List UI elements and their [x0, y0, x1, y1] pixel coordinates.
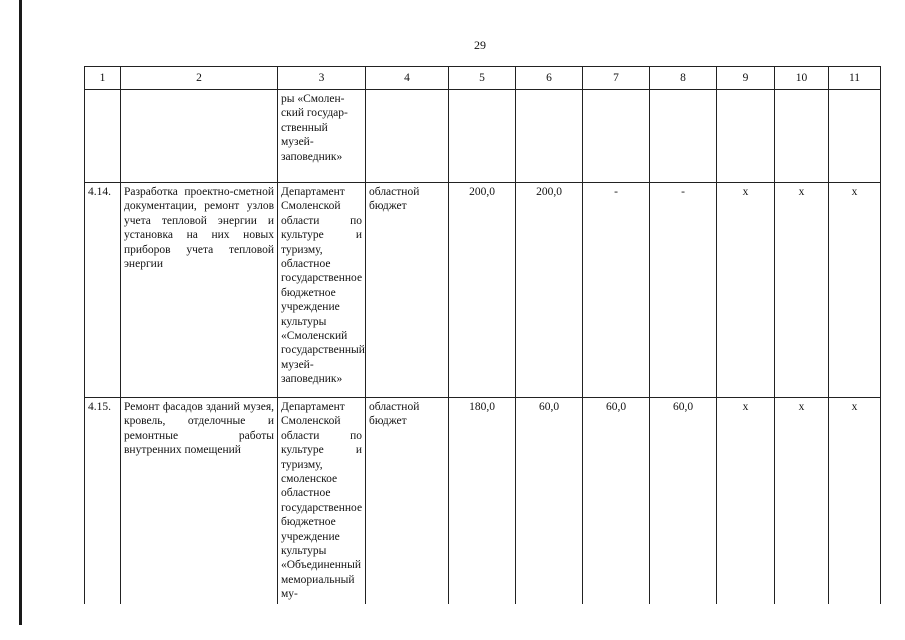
value-cell-5 — [449, 90, 516, 183]
program-table — [84, 66, 881, 604]
column-header: 3 — [278, 67, 366, 90]
value-cell-5: 200,0 — [449, 183, 516, 398]
measure-name-cell — [121, 90, 278, 183]
column-header: 10 — [775, 67, 829, 90]
row-number-cell: 4.14. — [85, 183, 121, 398]
column-header: 4 — [366, 67, 449, 90]
value-cell-11: x — [829, 398, 881, 604]
page-number: 29 — [474, 38, 486, 52]
value-cell-5: 180,0 — [449, 398, 516, 604]
value-cell-10: x — [775, 183, 829, 398]
funding-source-cell — [366, 90, 449, 183]
value-cell-8: 60,0 — [650, 398, 717, 604]
value-cell-6 — [516, 90, 583, 183]
table-row — [85, 183, 881, 398]
table-header-row — [85, 67, 881, 90]
value-cell-7 — [583, 90, 650, 183]
left-binding-rule — [19, 0, 22, 625]
value-cell-11: x — [829, 183, 881, 398]
executor-cell: ры «Смолен- ский государ- ственный музей- заповедник» — [278, 90, 366, 183]
value-cell-8 — [650, 90, 717, 183]
column-header: 2 — [121, 67, 278, 90]
funding-source-cell: областной бюджет — [366, 183, 449, 398]
column-header: 9 — [717, 67, 775, 90]
value-cell-10 — [775, 90, 829, 183]
column-header: 8 — [650, 67, 717, 90]
measure-name-cell: Ремонт фасадов зданий музея, кровель, отделочные и ремонтные работы внутренних помещений — [121, 398, 278, 604]
executor-cell: Департамент Смоленской области по культуре и туризму, смоленское областное государственное бюджетное учреждение культуры «Объединенный мемориальный му- — [278, 398, 366, 604]
value-cell-6: 60,0 — [516, 398, 583, 604]
measure-name-cell: Разработка проектно-сметной документации, ремонт узлов учета тепловой энергии и установка на них новых приборов учета тепловой энергии — [121, 183, 278, 398]
value-cell-9: x — [717, 183, 775, 398]
row-number-cell: 4.15. — [85, 398, 121, 604]
value-cell-9: x — [717, 398, 775, 604]
value-cell-6: 200,0 — [516, 183, 583, 398]
column-header: 1 — [85, 67, 121, 90]
column-header: 7 — [583, 67, 650, 90]
value-cell-11 — [829, 90, 881, 183]
column-header: 5 — [449, 67, 516, 90]
column-header: 11 — [829, 67, 881, 90]
value-cell-9 — [717, 90, 775, 183]
funding-source-cell: областной бюджет — [366, 398, 449, 604]
value-cell-7: 60,0 — [583, 398, 650, 604]
value-cell-8: - — [650, 183, 717, 398]
value-cell-10: x — [775, 398, 829, 604]
table-row-continuation — [85, 90, 881, 183]
row-number-cell — [85, 90, 121, 183]
executor-cell: Департамент Смоленской области по культуре и туризму, областное государственное бюджетное учреждение культуры «Смоленский государственный музей-заповедник» — [278, 183, 366, 398]
column-header: 6 — [516, 67, 583, 90]
table-row — [85, 398, 881, 604]
value-cell-7: - — [583, 183, 650, 398]
